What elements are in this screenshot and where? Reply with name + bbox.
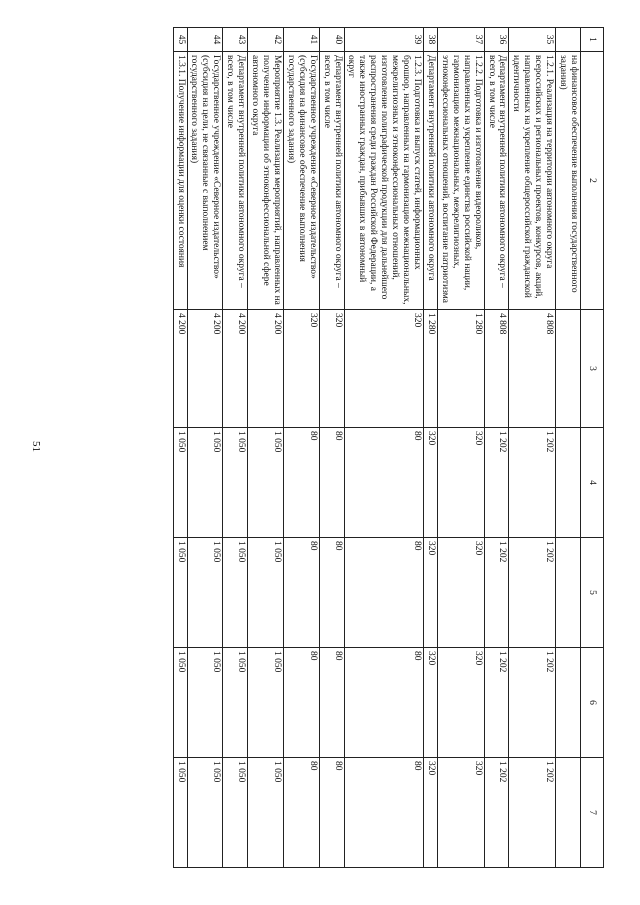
row-description: Мероприятие 1.3. Реализация мероприятий, направленных на получение информации об этноконфессиональной сфере автономного округа [248, 52, 284, 310]
value-year-2: 1 202 [484, 538, 509, 648]
row-description: Государственное учреждение «Северное издательство» (субсидия на цели, не связанные с выполнением государственного задания) [187, 52, 223, 310]
value-year-3 [556, 648, 581, 758]
table-row [187, 28, 223, 868]
value-year-1: 1 050 [187, 428, 223, 538]
value-year-3: 80 [283, 648, 319, 758]
row-description: Департамент внутренней политики автономного округа – всего, в том числе [223, 52, 248, 310]
value-year-2: 1 050 [173, 538, 187, 648]
table-row [223, 28, 248, 868]
table-row [173, 28, 187, 868]
row-number: 42 [248, 28, 284, 52]
row-number: 38 [424, 28, 438, 52]
value-year-4: 1 050 [187, 758, 223, 868]
budget-table [173, 27, 604, 868]
value-year-1: 1 050 [223, 428, 248, 538]
value-year-2: 80 [319, 538, 344, 648]
value-year-3: 1 202 [484, 648, 509, 758]
row-number: 37 [437, 28, 484, 52]
row-description: на финансовое обеспечение выполнения государственного задания) [556, 52, 581, 310]
header-cell: 6 [581, 648, 604, 758]
value-year-2: 80 [344, 538, 423, 648]
table-row [319, 28, 344, 868]
value-year-2: 1 050 [223, 538, 248, 648]
row-description: Государственное учреждение «Северное издательство» (субсидия на финансовое обеспечение выполнения государственного задания) [283, 52, 319, 310]
value-total [556, 310, 581, 428]
table-row [437, 28, 484, 868]
page-number: 51 [30, 441, 42, 452]
value-total: 4 808 [509, 310, 556, 428]
value-year-4: 80 [344, 758, 423, 868]
value-year-4: 320 [424, 758, 438, 868]
value-year-2: 1 050 [248, 538, 284, 648]
row-description: Департамент внутренней политики автономного округа [424, 52, 438, 310]
header-cell: 1 [581, 28, 604, 52]
value-year-1: 1 050 [248, 428, 284, 538]
value-total: 4 200 [187, 310, 223, 428]
value-year-2: 320 [424, 538, 438, 648]
row-number: 39 [344, 28, 423, 52]
table-row [484, 28, 509, 868]
value-year-4: 1 202 [509, 758, 556, 868]
value-year-1: 1 202 [484, 428, 509, 538]
table-row [248, 28, 284, 868]
value-total: 320 [283, 310, 319, 428]
row-description: 1.2.1. Реализация на территории автономного округа всероссийских и региональных проектов, конкурсов, акций, направленных на укрепление общероссийской гражданской идентичности [509, 52, 556, 310]
table-row [424, 28, 438, 868]
header-cell: 7 [581, 758, 604, 868]
header-cell: 3 [581, 310, 604, 428]
value-year-4: 1 202 [484, 758, 509, 868]
row-number: 45 [173, 28, 187, 52]
header-row [581, 28, 604, 868]
value-total: 1 280 [424, 310, 438, 428]
value-year-1: 80 [283, 428, 319, 538]
row-description: 1.2.2. Подготовка и изготовление видеороликов, направленных на укрепление единства российской нации, гармонизацию межнациональных, межрелигиозных, этноконфессиональных отношений, воспитание патриотизма [437, 52, 484, 310]
row-number: 43 [223, 28, 248, 52]
value-year-3: 1 050 [248, 648, 284, 758]
header-cell: 4 [581, 428, 604, 538]
value-year-3: 80 [344, 648, 423, 758]
value-year-4: 1 050 [248, 758, 284, 868]
value-year-3: 320 [424, 648, 438, 758]
value-year-4: 320 [437, 758, 484, 868]
row-number: 44 [187, 28, 223, 52]
value-year-3: 320 [437, 648, 484, 758]
value-year-4 [556, 758, 581, 868]
row-description: 1.3.1. Получение информации для оценки состояния [173, 52, 187, 310]
value-year-4: 1 050 [173, 758, 187, 868]
value-year-1: 320 [424, 428, 438, 538]
value-year-2: 1 050 [187, 538, 223, 648]
value-total: 320 [319, 310, 344, 428]
value-year-2 [556, 538, 581, 648]
value-year-4: 1 050 [223, 758, 248, 868]
header-cell: 5 [581, 538, 604, 648]
value-year-1: 1 202 [509, 428, 556, 538]
table-row [556, 28, 581, 868]
row-description: Департамент внутренней политики автономного округа – всего, в том числе [484, 52, 509, 310]
table-stage [74, 27, 604, 867]
header-cell: 2 [581, 52, 604, 310]
value-total: 4 200 [248, 310, 284, 428]
rotated-table-wrapper [74, 27, 604, 867]
value-year-4: 80 [283, 758, 319, 868]
value-total: 4 808 [484, 310, 509, 428]
table-row [344, 28, 423, 868]
value-year-3: 1 050 [187, 648, 223, 758]
value-year-3: 1 050 [173, 648, 187, 758]
value-year-3: 1 202 [509, 648, 556, 758]
value-year-1 [556, 428, 581, 538]
value-year-1: 80 [344, 428, 423, 538]
value-year-2: 1 202 [509, 538, 556, 648]
row-number [556, 28, 581, 52]
value-year-4: 80 [319, 758, 344, 868]
row-number: 35 [509, 28, 556, 52]
row-number: 40 [319, 28, 344, 52]
table-row [283, 28, 319, 868]
value-year-3: 80 [319, 648, 344, 758]
value-total: 1 280 [437, 310, 484, 428]
value-total: 4 200 [223, 310, 248, 428]
value-year-1: 1 050 [173, 428, 187, 538]
value-year-1: 320 [437, 428, 484, 538]
table-row [509, 28, 556, 868]
value-total: 320 [344, 310, 423, 428]
value-year-2: 80 [283, 538, 319, 648]
value-total: 4 200 [173, 310, 187, 428]
value-year-2: 320 [437, 538, 484, 648]
value-year-1: 80 [319, 428, 344, 538]
row-number: 41 [283, 28, 319, 52]
row-description: 1.2.3. Подготовка и выпуск статей, информационных брошюр, направленных на гармонизацию межнациональных, межрелигиозных и этноконфессиональных отношений, изготовление полиграфической продукции для дальнейшего распространения среди граждан Российской Федерации, а также иностранных граждан, прибывших в автономный округ [344, 52, 423, 310]
value-year-3: 1 050 [223, 648, 248, 758]
row-number: 36 [484, 28, 509, 52]
row-description: Департамент внутренней политики автономного округа – всего, в том числе [319, 52, 344, 310]
